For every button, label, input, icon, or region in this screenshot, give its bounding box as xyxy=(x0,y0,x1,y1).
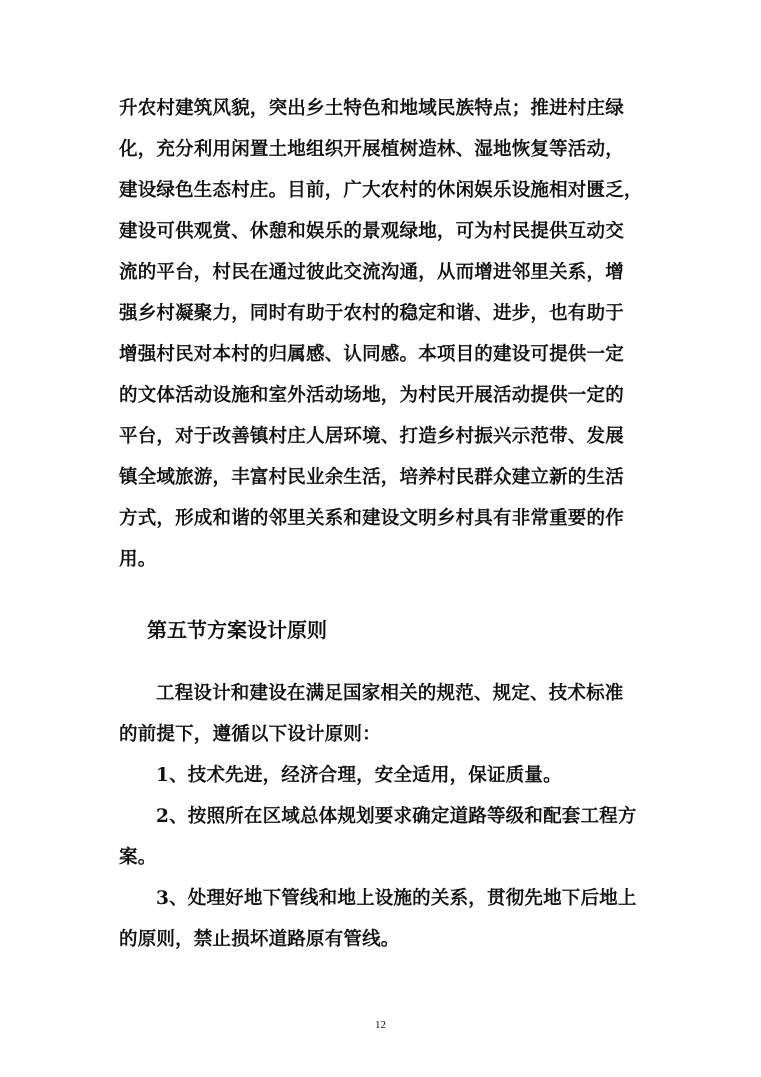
paragraph-line: 化，充分利用闲置土地组织开展植树造林、湿地恢复等活动， xyxy=(119,139,624,160)
paragraph-line: 建设可供观赏、休憩和娱乐的景观绿地，可为村民提供互动交 xyxy=(119,221,624,242)
paragraph-line: 建设绿色生态村庄。目前，广大农村的休闲娱乐设施相对匮乏， xyxy=(119,180,643,201)
principle-item-3-continued: 的原则，禁止损坏道路原有管线。 xyxy=(119,929,400,950)
paragraph-line: 升农村建筑风貌，突出乡土特色和地域民族特点；推进村庄绿 xyxy=(119,98,624,119)
paragraph-line: 强乡村凝聚力，同时有助于农村的稳定和谐、进步，也有助于 xyxy=(119,303,624,324)
principle-item-2: 2、按照所在区域总体规划要求确定道路等级和配套工程方 xyxy=(156,806,637,827)
paragraph-line: 用。 xyxy=(119,549,157,570)
paragraph-line: 的前提下，遵循以下设计原则： xyxy=(119,724,381,745)
paragraph-line: 增强村民对本村的归属感、认同感。本项目的建设可提供一定 xyxy=(119,344,624,365)
paragraph-line: 平台，对于改善镇村庄人居环境、打造乡村振兴示范带、发展 xyxy=(119,426,624,447)
page-number: 12 xyxy=(375,1019,386,1031)
principle-item-3: 3、处理好地下管线和地上设施的关系，贯彻先地下后地上 xyxy=(156,888,637,909)
paragraph-line: 的文体活动设施和室外活动场地，为村民开展活动提供一定的 xyxy=(119,385,624,406)
paragraph-line: 工程设计和建设在满足国家相关的规范、规定、技术标准 xyxy=(156,683,624,704)
paragraph-line: 流的平台，村民在通过彼此交流沟通，从而增进邻里关系，增 xyxy=(119,262,624,283)
section-heading: 第五节方案设计原则 xyxy=(147,618,327,642)
principle-item-1: 1、技术先进，经济合理，安全适用，保证质量。 xyxy=(156,765,562,786)
principle-item-2-continued: 案。 xyxy=(119,847,157,868)
paragraph-line: 镇全域旅游，丰富村民业余生活，培养村民群众建立新的生活 xyxy=(119,467,624,488)
paragraph-line: 方式，形成和谐的邻里关系和建设文明乡村具有非常重要的作 xyxy=(119,508,624,529)
